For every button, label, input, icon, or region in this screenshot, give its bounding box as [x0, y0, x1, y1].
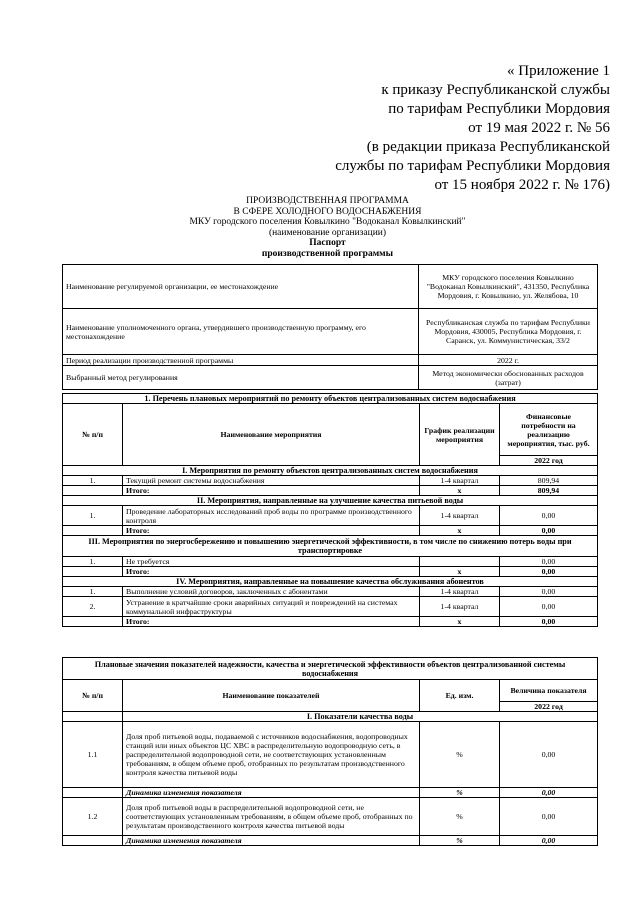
total-row [63, 617, 598, 627]
row-name: Доля проб питьевой воды в распределительной водопроводной сети, не соответствующих установленным требованиям, в общем объеме проб, отобранных по результатам производственного контроля качества питьевой воды [123, 798, 420, 836]
row-num: 1.2 [63, 798, 123, 836]
section-row [63, 536, 598, 557]
appendix-header [290, 62, 610, 195]
passport-value: 2022 г. [419, 355, 598, 366]
table-row [63, 798, 598, 836]
header-name: Наименование мероприятия [123, 404, 420, 466]
row-value: 0,00 [500, 557, 598, 567]
header-num: № п/п [63, 404, 123, 466]
row-num: 2. [63, 597, 123, 617]
total-value: 0,00 [500, 567, 598, 577]
row-num: 1. [63, 506, 123, 526]
organization-note: (наименование организации) [268, 227, 387, 238]
section-title: IV. Мероприятия, направленные на повышение качества обслуживания абонентов [63, 577, 598, 587]
total-value: 0,00 [500, 617, 598, 627]
total-x: х [420, 526, 500, 536]
row-name: Не требуется [123, 557, 420, 567]
header-finance: Финансовые потребности на реализацию мероприятия, тыс. руб. [500, 404, 598, 456]
program-title [60, 196, 595, 259]
total-x: х [420, 567, 500, 577]
passport-row [63, 265, 598, 309]
row-name: Выполнение условий договоров, заключенных с абонентами [123, 587, 420, 597]
table-row [63, 597, 598, 617]
passport-value: МКУ городского поселения Ковылкино "Водоканал Ковылкинский", 431350, Республика Мордовия, г. Ковылкино, ул. Желябова, 10 [419, 265, 598, 309]
passport-value: Метод экономически обоснованных расходов (затрат) [419, 366, 598, 390]
total-x: х [420, 486, 500, 496]
row-name: Устранение в кратчайшие сроки аварийных ситуаций и повреждений на системах коммунальной инфраструктуры [123, 597, 420, 617]
measures-header-row [63, 404, 598, 456]
total-label: Итого: [123, 617, 420, 627]
total-label: Итого: [123, 486, 420, 496]
row-num: 1. [63, 476, 123, 486]
appendix-line: по тарифам Республики Мордовия [388, 101, 610, 117]
row-name: Проведение лабораторных исследований проб воды по программе производственного контроля [123, 506, 420, 526]
row-name: Текущий ремонт системы водоснабжения [123, 476, 420, 486]
passport-label: Выбранный метод регулирования [63, 366, 419, 390]
section-row [63, 496, 598, 506]
section-title: III. Мероприятия по энергосбережению и повышению энергетической эффективности, в том числе по снижению потерь воды при транспортировке [63, 536, 598, 557]
program-title-line1: ПРОИЗВОДСТВЕННАЯ ПРОГРАММА [246, 196, 409, 206]
section-row [63, 712, 598, 722]
section-title: II. Мероприятия, направленные на улучшение качества питьевой воды [63, 496, 598, 506]
row-num: 1.1 [63, 722, 123, 788]
header-schedule: График реализации мероприятия [420, 404, 500, 466]
passport-label: Наименование регулируемой организации, ее местонахождение [63, 265, 419, 309]
dynamics-label: Динамика изменения показателя [123, 788, 420, 798]
header-unit: Ед. изм. [420, 680, 500, 712]
header-num: № п/п [63, 680, 123, 712]
appendix-line: службы по тарифам Республики Мордовия [335, 158, 610, 174]
row-num: 1. [63, 557, 123, 567]
appendix-line: (в редакции приказа Республиканской [366, 139, 610, 155]
section-title: I. Мероприятия по ремонту объектов централизованных систем водоснабжения [63, 466, 598, 476]
passport-row [63, 366, 598, 390]
passport-label: Наименование уполномоченного органа, утвердившего производственную программу, его местонахождение [63, 309, 419, 355]
measures-title-row [63, 394, 598, 404]
row-value: 0,00 [500, 506, 598, 526]
dynamics-value: 0,00 [500, 788, 598, 798]
section-row [63, 466, 598, 476]
header-name: Наименование показателей [123, 680, 420, 712]
dynamics-row [63, 788, 598, 798]
appendix-line: « Приложение 1 [506, 63, 610, 79]
section-title: I. Показатели качества воды [123, 712, 598, 722]
dynamics-unit: % [420, 788, 500, 798]
total-value: 0,00 [500, 526, 598, 536]
total-row [63, 486, 598, 496]
row-num: 1. [63, 587, 123, 597]
indicators-title: Плановые значения показателей надежности, качества и энергетической эффективности объектов централизованной системы водоснабжения [63, 658, 598, 680]
table-row [63, 476, 598, 486]
table-row [63, 557, 598, 567]
row-period: 1-4 квартал [420, 587, 500, 597]
row-unit: % [420, 798, 500, 836]
header-year: 2022 год [500, 456, 598, 466]
total-row [63, 567, 598, 577]
appendix-line: от 15 ноября 2022 г. № 176) [434, 177, 610, 193]
dynamics-row [63, 836, 598, 846]
passport-row [63, 309, 598, 355]
row-value: 0,00 [500, 798, 598, 836]
table-row [63, 722, 598, 788]
indicators-title-row [63, 658, 598, 680]
header-year: 2022 год [500, 702, 598, 712]
table-row [63, 506, 598, 526]
appendix-line: от 19 мая 2022 г. № 56 [468, 120, 610, 136]
table-row [63, 587, 598, 597]
passport-row [63, 355, 598, 366]
total-row [63, 526, 598, 536]
row-period: 1-4 квартал [420, 476, 500, 486]
row-period [420, 557, 500, 567]
measures-table [62, 393, 598, 627]
total-label: Итого: [123, 526, 420, 536]
organization-name: МКУ городского поселения Ковылкино "Водоканал Ковылкинский" [189, 217, 466, 227]
dynamics-label: Динамика изменения показателя [123, 836, 420, 846]
indicators-header-row [63, 680, 598, 702]
dynamics-value: 0,00 [500, 836, 598, 846]
total-value: 809,94 [500, 486, 598, 496]
section-row [63, 577, 598, 587]
row-value: 0,00 [500, 722, 598, 788]
header-value: Величина показателя [500, 680, 598, 702]
row-name: Доля проб питьевой воды, подаваемой с источников водоснабжения, водопроводных станций или иных объектов ЦС ХВС в распределительную водопроводную сеть, в распределительной водопроводной сети, не соответствующих установленным требованиям, в общем объеме проб, отобранных по результатам производственного контроля качества питьевой воды [123, 722, 420, 788]
passport-value: Республиканская служба по тарифам Республики Мордовия, 430005, Республика Мордовия, г. Саранск, ул. Коммунистическая, 33/2 [419, 309, 598, 355]
row-period: 1-4 квартал [420, 597, 500, 617]
indicators-table [62, 657, 598, 846]
program-title-line2: В СФЕРЕ ХОЛОДНОГО ВОДОСНАБЖЕНИЯ [233, 206, 422, 217]
appendix-line: к приказу Республиканской службы [381, 82, 610, 98]
row-unit: % [420, 722, 500, 788]
row-value: 0,00 [500, 587, 598, 597]
passport-title: Паспорт [309, 238, 346, 248]
measures-title: 1. Перечень плановых мероприятий по ремонту объектов централизованных систем водоснабжения [63, 394, 598, 404]
row-value: 809,94 [500, 476, 598, 486]
passport-label: Период реализации производственной программы [63, 355, 419, 366]
total-label: Итого: [123, 567, 420, 577]
dynamics-unit: % [420, 836, 500, 846]
total-x: х [420, 617, 500, 627]
passport-table [62, 264, 598, 390]
row-period: 1-4 квартал [420, 506, 500, 526]
row-value: 0,00 [500, 597, 598, 617]
passport-subtitle: производственной программы [261, 248, 394, 259]
